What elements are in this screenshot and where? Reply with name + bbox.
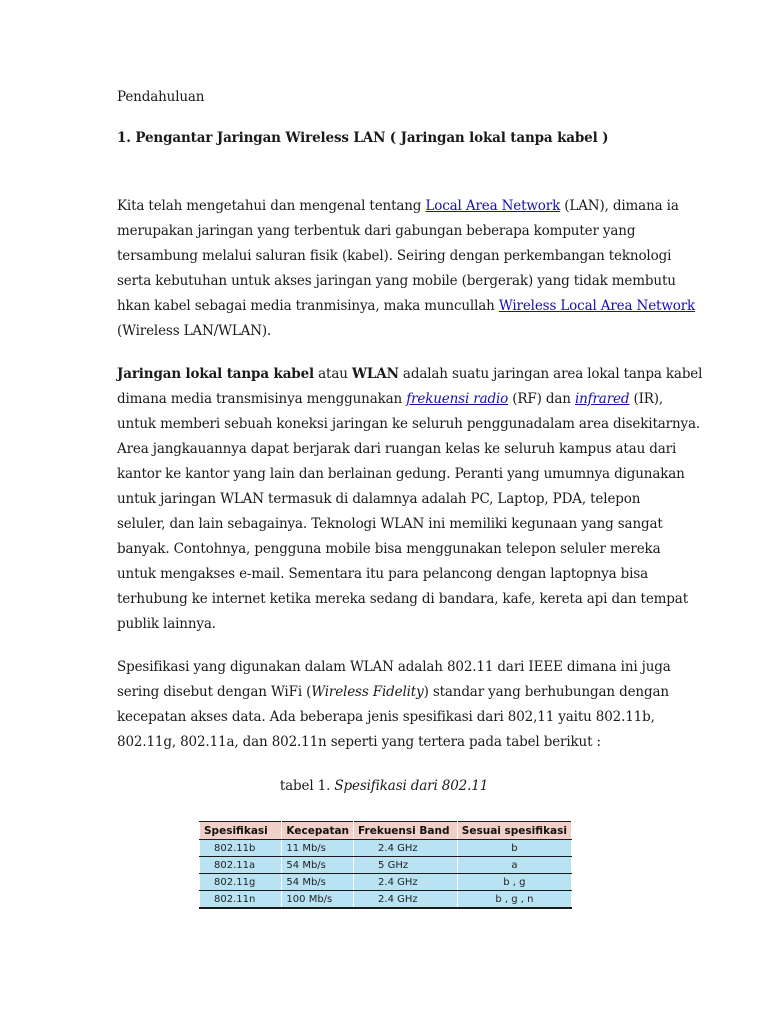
paragraph-line bbox=[117, 366, 702, 382]
text-span: Kita telah mengetahui dan mengenal tentang bbox=[117, 198, 426, 214]
bold-term: Jaringan lokal tanpa kabel bbox=[117, 366, 314, 382]
table-cell: 802.11b bbox=[200, 840, 282, 857]
bold-term: WLAN bbox=[351, 366, 399, 382]
table-cell: 802.11g bbox=[200, 874, 282, 891]
header-spesifikasi: Spesifikasi bbox=[200, 822, 282, 840]
paragraph-line: untuk jaringan WLAN termasuk di dalamnya adalah PC, Laptop, PDA, telepon bbox=[117, 491, 641, 507]
paragraph-line: tersambung melalui saluran fisik (kabel). Seiring dengan perkembangan teknologi bbox=[117, 248, 672, 264]
paragraph-line: (Wireless LAN/WLAN). bbox=[117, 323, 272, 339]
link-local-area-network[interactable]: Local Area Network bbox=[425, 198, 561, 214]
table-cell: 802.11n bbox=[200, 891, 282, 909]
paragraph-line: serta kebutuhan untuk akses jaringan yang mobile (bergerak) yang tidak membutu bbox=[117, 273, 676, 289]
table-row bbox=[200, 840, 572, 857]
caption-italic: Spesifikasi dari 802.11 bbox=[334, 778, 489, 794]
table-row bbox=[200, 874, 572, 891]
text-span: (RF) dan bbox=[508, 391, 575, 407]
text-span: sering disebut dengan WiFi ( bbox=[117, 684, 312, 700]
table-cell: 2.4 GHz bbox=[354, 891, 458, 909]
table-cell: 5 GHz bbox=[354, 857, 458, 874]
paragraph-line: 802.11g, 802.11a, dan 802.11n seperti yang tertera pada tabel berikut : bbox=[117, 734, 601, 750]
table-cell: 11 Mb/s bbox=[282, 840, 354, 857]
table-row bbox=[200, 857, 572, 874]
link-wireless-local-area-network[interactable]: Wireless Local Area Network bbox=[498, 298, 696, 314]
table-header-row bbox=[200, 822, 572, 840]
header-kecepatan: Kecepatan bbox=[282, 822, 354, 840]
table-cell: 54 Mb/s bbox=[282, 857, 354, 874]
paragraph-line: publik lainnya. bbox=[117, 616, 216, 632]
link-infrared[interactable]: infrared bbox=[574, 391, 630, 407]
paragraph-line: Spesifikasi yang digunakan dalam WLAN adalah 802.11 dari IEEE dimana ini juga bbox=[117, 659, 671, 675]
text-span: atau bbox=[314, 366, 352, 382]
paragraph-line bbox=[117, 684, 669, 700]
paragraph-line: terhubung ke internet ketika mereka sedang di bandara, kafe, kereta api dan tempat bbox=[117, 591, 688, 607]
paragraph-line: seluler, dan lain sebagainya. Teknologi WLAN ini memiliki kegunaan yang sangat bbox=[117, 516, 663, 532]
table-caption bbox=[0, 778, 768, 794]
table-cell: 2.4 GHz bbox=[354, 874, 458, 891]
table-cell: 54 Mb/s bbox=[282, 874, 354, 891]
text-span: (IR), bbox=[629, 391, 664, 407]
table-cell: a bbox=[457, 857, 571, 874]
paragraph-line: untuk memberi sebuah koneksi jaringan ke seluruh penggunadalam area disekitarnya. bbox=[117, 416, 701, 432]
italic-term: Wireless Fidelity bbox=[311, 684, 424, 700]
table-cell: 2.4 GHz bbox=[354, 840, 458, 857]
text-span: dimana media transmisinya menggunakan bbox=[117, 391, 407, 407]
header-frekuensi-band: Frekuensi Band bbox=[354, 822, 458, 840]
paragraph-line: banyak. Contohnya, pengguna mobile bisa menggunakan telepon seluler mereka bbox=[117, 541, 661, 557]
paragraph-line: kecepatan akses data. Ada beberapa jenis spesifikasi dari 802,11 yaitu 802.11b, bbox=[117, 709, 655, 725]
spec-table bbox=[199, 821, 572, 909]
paragraph-line: kantor ke kantor yang lain dan berlainan gedung. Peranti yang umumnya digunakan bbox=[117, 466, 685, 482]
table-cell: b , g bbox=[457, 874, 571, 891]
table-cell: b bbox=[457, 840, 571, 857]
text-span: (LAN), dimana ia bbox=[560, 198, 679, 214]
paragraph-line: untuk mengakses e-mail. Sementara itu para pelancong dengan laptopnya bisa bbox=[117, 566, 649, 582]
table-cell: 802.11a bbox=[200, 857, 282, 874]
caption-prefix: tabel 1. bbox=[279, 778, 335, 794]
paragraph-line bbox=[117, 391, 663, 407]
link-frekuensi-radio[interactable]: frekuensi radio bbox=[406, 391, 509, 407]
paragraph-line: merupakan jaringan yang terbentuk dari gabungan beberapa komputer yang bbox=[117, 223, 636, 239]
paragraph-line bbox=[117, 198, 679, 214]
paragraph-line bbox=[117, 298, 695, 314]
header-sesuai-spesifikasi: Sesuai spesifikasi bbox=[457, 822, 571, 840]
table-row bbox=[200, 891, 572, 909]
document-heading: Pendahuluan bbox=[117, 89, 205, 105]
section-title: 1. Pengantar Jaringan Wireless LAN ( Jaringan lokal tanpa kabel ) bbox=[117, 130, 609, 146]
table-cell: 100 Mb/s bbox=[282, 891, 354, 909]
paragraph-line: Area jangkauannya dapat berjarak dari ruangan kelas ke seluruh kampus atau dari bbox=[117, 441, 677, 457]
text-span: adalah suatu jaringan area lokal tanpa kabel bbox=[398, 366, 703, 382]
text-span: ) standar yang berhubungan dengan bbox=[423, 684, 669, 700]
text-span: hkan kabel sebagai media tranmisinya, maka muncullah bbox=[117, 298, 499, 314]
table-cell: b , g , n bbox=[457, 891, 571, 909]
